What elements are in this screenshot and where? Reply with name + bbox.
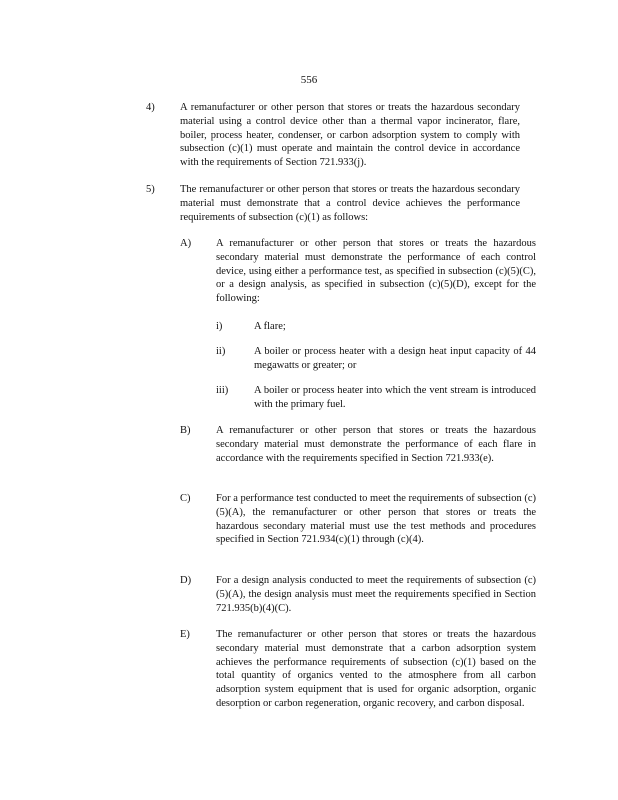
- list-marker: D): [180, 575, 192, 586]
- paragraph-text: The remanufacturer or other person that stores or treats the hazardous secondary material must demonstrate that a control device achieves the performance requirements of subsection (c)(1) as follows:: [180, 184, 520, 223]
- list-marker: C): [180, 493, 191, 504]
- paragraph-text: A remanufacturer or other person that stores or treats the hazardous secondary material must demonstrate the performance of each flare in accordance with the requirements specified in Section 721.933(e).: [216, 425, 536, 464]
- list-marker: A): [180, 238, 192, 249]
- list-marker: iii): [216, 385, 229, 396]
- paragraph-text: The remanufacturer or other person that stores or treats the hazardous secondary material must demonstrate that a carbon adsorption system achieves the performance requirements of subsection (c)(1) based on the total quantity of organics vented to the atmosphere from all carbon adsorption system equipment that is used for organic adsorption, organic desorption or carbon regeneration, organic recovery, and carbon disposal.: [216, 629, 536, 709]
- page-number: 556: [300, 74, 318, 86]
- paragraph-text: A remanufacturer or other person that stores or treats the hazardous secondary material must demonstrate the performance of each control device, using either a performance test, as specified in subsection (c)(5)(C), or a design analysis, as specified in subsection (c)(5)(D), except for the following:: [216, 238, 536, 305]
- paragraph-text: A remanufacturer or other person that stores or treats the hazardous secondary material using a control device other than a thermal vapor incinerator, flare, boiler, process heater, condenser, or carbon adsorption system to comply with subsection (c)(1) must operate and maintain the control device in accordance with the requirements of Section 721.933(j).: [180, 102, 520, 169]
- paragraph-text: A flare;: [254, 321, 286, 332]
- paragraph-text: A boiler or process heater with a design heat input capacity of 44 megawatts or greater; or: [254, 346, 536, 371]
- list-marker: 5): [146, 184, 155, 195]
- list-marker: i): [216, 321, 223, 332]
- list-marker: ii): [216, 346, 226, 357]
- paragraph-text: For a design analysis conducted to meet the requirements of subsection (c)(5)(A), the design analysis must meet the requirements specified in Section 721.935(b)(4)(C).: [216, 575, 536, 614]
- paragraph-text: A boiler or process heater into which the vent stream is introduced with the primary fuel.: [254, 385, 536, 410]
- paragraph-text: For a performance test conducted to meet the requirements of subsection (c)(5)(A), the remanufacturer or other person that stores or treats the hazardous secondary material must use the test methods and procedures specified in Section 721.934(c)(1) through (c)(4).: [216, 493, 536, 546]
- list-marker: 4): [146, 102, 155, 113]
- list-marker: B): [180, 425, 191, 436]
- list-marker: E): [180, 629, 190, 640]
